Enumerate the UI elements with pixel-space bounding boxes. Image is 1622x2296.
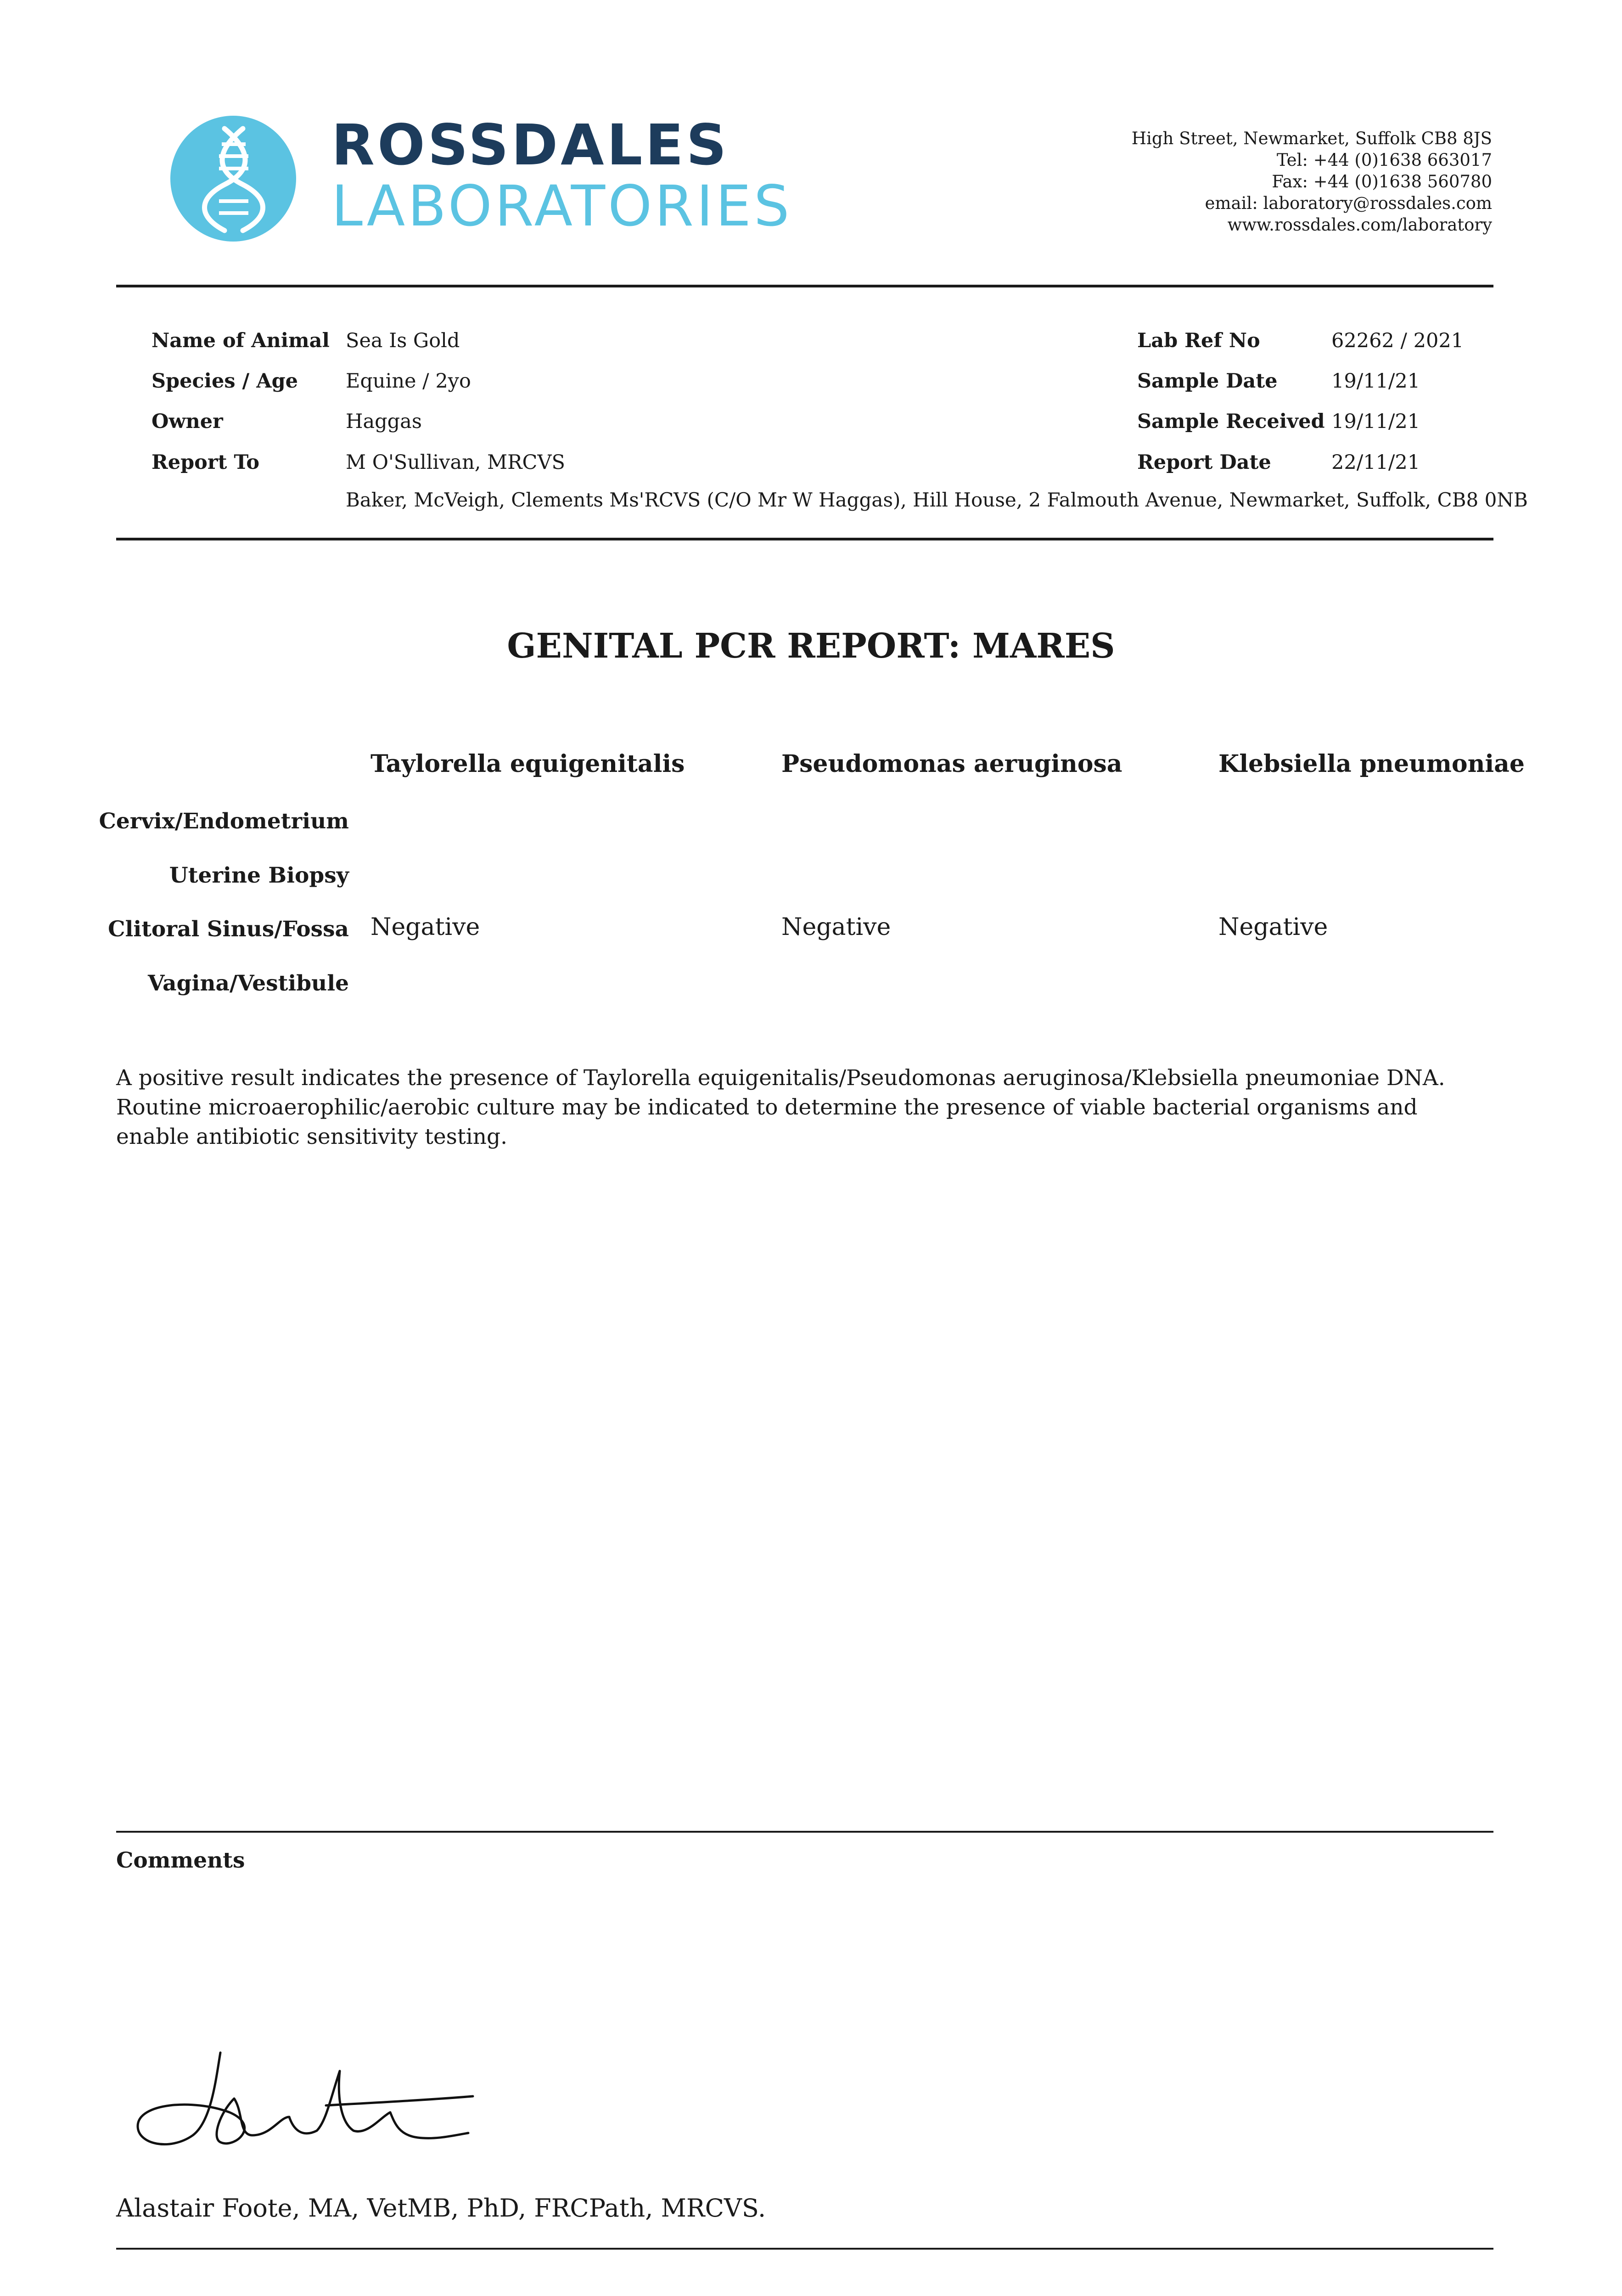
- sample-received-label: Sample Received: [1137, 410, 1325, 433]
- address-website: www.rossdales.com/laboratory: [1227, 215, 1492, 235]
- report-date-label: Report Date: [1137, 451, 1271, 474]
- owner-label: Owner: [152, 410, 223, 433]
- sample-received-value: 19/11/21: [1331, 410, 1420, 433]
- column-header-pseudomonas: Pseudomonas aeruginosa: [781, 750, 1122, 778]
- report-date-value: 22/11/21: [1331, 451, 1420, 474]
- result-cell: Negative: [370, 913, 480, 941]
- result-cell: Negative: [781, 913, 891, 941]
- report-title: GENITAL PCR REPORT: MARES: [507, 626, 1115, 666]
- species-age-label: Species / Age: [152, 370, 298, 393]
- result-cell: Negative: [1218, 913, 1328, 941]
- brand-name: ROSSDALES: [331, 113, 730, 178]
- footer-divider: [116, 2248, 1493, 2250]
- site-cervix-endometrium: Cervix/Endometrium: [99, 809, 349, 834]
- interpretation-note: A positive result indicates the presence of Taylorella equigenitalis/Pseudomonas aeruginosa/Klebsiella pneumoniae DNA. Routine microaerophilic/aerobic culture may be indicated to determine the presence of viable bacterial organisms and enable antibiotic sensitivity testing.: [116, 1065, 1445, 1149]
- animal-name-value: Sea Is Gold: [346, 329, 460, 352]
- owner-value: Haggas: [346, 410, 422, 433]
- dna-logo-icon: [170, 116, 296, 242]
- sample-date-value: 19/11/21: [1331, 370, 1420, 393]
- lab-address: [1132, 128, 1492, 236]
- sample-date-label: Sample Date: [1137, 370, 1278, 393]
- address-tel: Tel: +44 (0)1638 663017: [1276, 150, 1492, 170]
- header-divider: [116, 285, 1493, 287]
- comments-divider: [116, 1831, 1493, 1833]
- report-to-label: Report To: [152, 451, 260, 474]
- brand-subtitle: LABORATORIES: [331, 174, 792, 239]
- address-line: High Street, Newmarket, Suffolk CB8 8JS: [1131, 129, 1492, 148]
- signer-name: Alastair Foote, MA, VetMB, PhD, FRCPath, MRCVS.: [116, 2194, 766, 2223]
- site-vagina-vestibule: Vagina/Vestibule: [148, 971, 349, 996]
- species-age-value: Equine / 2yo: [346, 370, 471, 393]
- site-uterine-biopsy: Uterine Biopsy: [169, 863, 349, 888]
- lab-ref-label: Lab Ref No: [1137, 329, 1260, 352]
- column-header-taylorella: Taylorella equigenitalis: [370, 750, 685, 778]
- address-fax: Fax: +44 (0)1638 560780: [1272, 172, 1492, 191]
- info-divider: [116, 538, 1493, 540]
- report-to-value: M O'Sullivan, MRCVS: [346, 451, 565, 474]
- address-email: email: laboratory@rossdales.com: [1205, 193, 1492, 213]
- lab-ref-value: 62262 / 2021: [1331, 329, 1464, 352]
- animal-name-label: Name of Animal: [152, 329, 330, 352]
- site-clitoral-sinus-fossa: Clitoral Sinus/Fossa: [108, 917, 349, 942]
- column-header-klebsiella: Klebsiella pneumoniae: [1218, 750, 1525, 778]
- report-to-address: Baker, McVeigh, Clements Ms'RCVS (C/O Mr W Haggas), Hill House, 2 Falmouth Avenue, Newmarket, Suffolk, CB8 0NB: [346, 489, 1528, 511]
- signature-image: [124, 2043, 482, 2163]
- comments-label: Comments: [116, 1848, 245, 1873]
